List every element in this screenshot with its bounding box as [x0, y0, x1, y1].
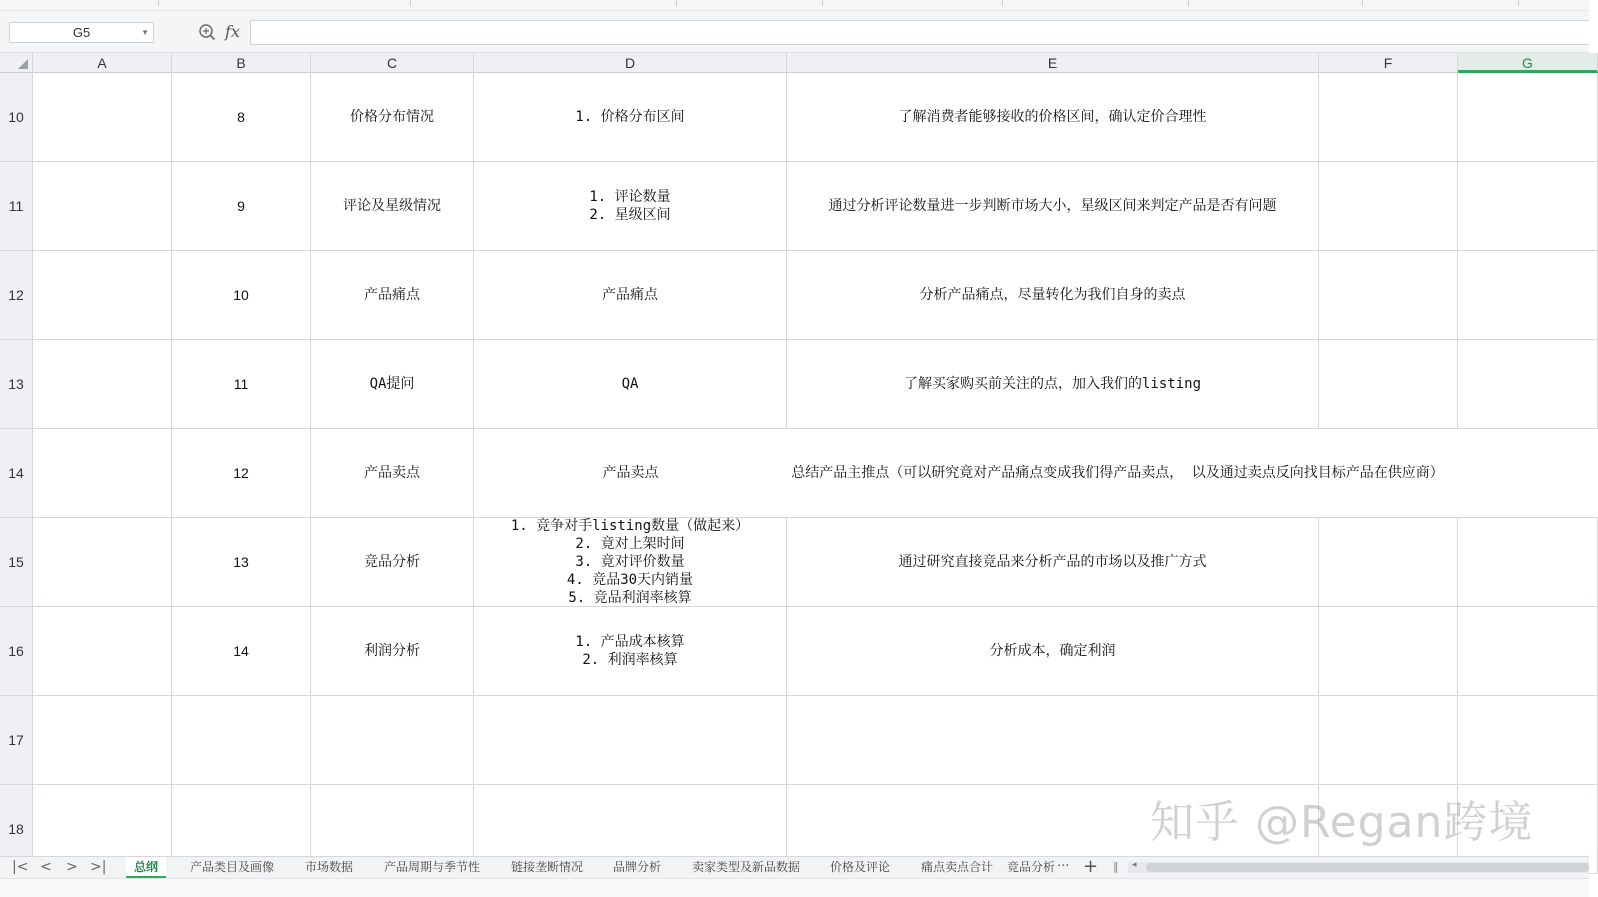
cell-line: 5. 竞品利润率核算 — [568, 590, 692, 606]
cell-a11[interactable] — [33, 162, 172, 251]
cell-g15[interactable] — [1458, 518, 1598, 607]
sheet-tab-bar — [0, 856, 1589, 878]
cell-e10[interactable]: 了解消费者能够接收的价格区间，确认定价合理性 — [787, 73, 1319, 162]
column-header-f[interactable]: F — [1319, 53, 1458, 73]
cell-e11[interactable]: 通过分析评论数量进一步判断市场大小，星级区间来判定产品是否有问题 — [787, 162, 1319, 251]
fx-icon[interactable]: fx — [225, 22, 240, 41]
row-header-18[interactable]: 18 — [0, 785, 33, 874]
tab-sheet[interactable]: 痛点卖点合计 — [921, 860, 994, 874]
column-header-b[interactable]: B — [172, 53, 311, 73]
chevron-left-icon[interactable]: ◂ — [1132, 860, 1137, 870]
tab-sheet[interactable]: 市场数据 — [305, 860, 354, 874]
formula-input[interactable] — [250, 20, 1589, 45]
cell-e17[interactable] — [787, 696, 1319, 785]
name-box-value: G5 — [72, 25, 91, 40]
more-tabs-button[interactable]: ··· — [1057, 859, 1070, 874]
cell-e12[interactable]: 分析产品痛点，尽量转化为我们自身的卖点 — [787, 251, 1319, 340]
zoom-in-icon[interactable] — [198, 23, 216, 41]
cell-line: 3. 竟对评价数量 — [575, 554, 685, 570]
row-header-17[interactable]: 17 — [0, 696, 33, 785]
cell-a14[interactable] — [33, 429, 172, 518]
cell-b15[interactable]: 13 — [172, 518, 311, 607]
cell-b14[interactable]: 12 — [172, 429, 311, 518]
row-header-10[interactable]: 10 — [0, 73, 33, 162]
row-header-16[interactable]: 16 — [0, 607, 33, 696]
cell-g17[interactable] — [1458, 696, 1598, 785]
cell-line: 1. 评论数量 — [589, 189, 671, 205]
row-header-13[interactable]: 13 — [0, 340, 33, 429]
cell-line: 2. 竟对上架时间 — [575, 536, 685, 552]
next-sheet-icon[interactable]: > — [66, 859, 78, 875]
cell-b17[interactable] — [172, 696, 311, 785]
spreadsheet-grid — [0, 53, 1589, 856]
cell-b16[interactable]: 14 — [172, 607, 311, 696]
cell-c16[interactable]: 利润分析 — [311, 607, 474, 696]
cell-e14-text: 总结产品主推点（可以研究竟对产品痛点变成我们得产品卖点， 以及通过卖点反向找目标产品在供应商） — [791, 465, 1444, 481]
row-header-11[interactable]: 11 — [0, 162, 33, 251]
prev-sheet-icon[interactable]: < — [40, 859, 52, 875]
status-bar — [0, 878, 1589, 897]
cell-d17[interactable] — [474, 696, 787, 785]
cell-line: 产品痛点 — [602, 287, 658, 303]
add-sheet-button[interactable]: + — [1083, 856, 1099, 877]
cell-f13[interactable] — [1319, 340, 1458, 429]
cell-c15[interactable]: 竞品分析 — [311, 518, 474, 607]
cell-e13[interactable]: 了解买家购买前关注的点，加入我们的listing — [787, 340, 1319, 429]
cell-line: 4. 竞品30天内销量 — [566, 572, 694, 588]
cell-line: 1. 竞争对手listing数量（做起来） — [510, 518, 750, 534]
ribbon-remnant — [0, 0, 1589, 11]
cell-g11[interactable] — [1458, 162, 1598, 251]
cell-e14[interactable] — [787, 429, 1598, 518]
cell-b12[interactable]: 10 — [172, 251, 311, 340]
cell-d15[interactable] — [474, 518, 787, 607]
tab-sheet[interactable]: 链接垄断情况 — [511, 860, 584, 874]
cell-f17[interactable] — [1319, 696, 1458, 785]
tab-sheet[interactable]: 品牌分析 — [613, 860, 662, 874]
cell-g10[interactable] — [1458, 73, 1598, 162]
tab-sheet[interactable]: 产品周期与季节性 — [384, 860, 481, 874]
tab-sheet[interactable]: 卖家类型及新品数据 — [692, 860, 801, 874]
cell-line: 1. 价格分布区间 — [575, 109, 685, 125]
last-sheet-icon[interactable]: >| — [90, 859, 107, 875]
cell-c17[interactable] — [311, 696, 474, 785]
tab-sheet[interactable]: 竞品分析 — [1007, 860, 1056, 874]
column-header-g[interactable]: G — [1458, 53, 1598, 73]
chevron-down-icon[interactable]: ▼ — [141, 28, 149, 37]
cell-a17[interactable] — [33, 696, 172, 785]
cell-f16[interactable] — [1319, 607, 1458, 696]
column-header-a[interactable]: A — [33, 53, 172, 73]
cell-g16[interactable] — [1458, 607, 1598, 696]
cell-line: QA — [621, 376, 639, 392]
cell-a10[interactable] — [33, 73, 172, 162]
cell-a12[interactable] — [33, 251, 172, 340]
cell-d13[interactable] — [474, 340, 787, 429]
cell-d10[interactable] — [474, 73, 787, 162]
formula-bar — [0, 11, 1589, 53]
cell-b11[interactable]: 9 — [172, 162, 311, 251]
cell-a13[interactable] — [33, 340, 172, 429]
tab-sheet[interactable]: 产品类目及画像 — [190, 860, 275, 874]
tab-sheet[interactable]: 价格及评论 — [830, 860, 891, 874]
cell-a16[interactable] — [33, 607, 172, 696]
name-box[interactable] — [9, 22, 154, 43]
column-header-e[interactable]: E — [787, 53, 1319, 73]
column-header-c[interactable]: C — [311, 53, 474, 73]
horizontal-scrollbar[interactable] — [1128, 862, 1589, 873]
cell-c11[interactable]: 评论及星级情况 — [311, 162, 474, 251]
cell-d12[interactable] — [474, 251, 787, 340]
cell-b10[interactable]: 8 — [172, 73, 311, 162]
cell-g13[interactable] — [1458, 340, 1598, 429]
first-sheet-icon[interactable]: |< — [12, 859, 29, 875]
cell-g12[interactable] — [1458, 251, 1598, 340]
cell-a15[interactable] — [33, 518, 172, 607]
splitter-handle[interactable]: ‖ — [1113, 860, 1119, 873]
cell-c10[interactable]: 价格分布情况 — [311, 73, 474, 162]
cell-e16[interactable]: 分析成本，确定利润 — [787, 607, 1319, 696]
scrollbar-thumb[interactable] — [1146, 863, 1589, 872]
cell-c13[interactable]: QA提问 — [311, 340, 474, 429]
cell-line: 产品卖点 — [602, 465, 659, 481]
row-header-15[interactable]: 15 — [0, 518, 33, 607]
cell-d11[interactable] — [474, 162, 787, 251]
cell-e15[interactable]: 通过研究直接竞品来分析产品的市场以及推广方式 — [787, 518, 1319, 607]
row-header-14[interactable]: 14 — [0, 429, 33, 518]
cell-b13[interactable]: 11 — [172, 340, 311, 429]
cell-f11[interactable] — [1319, 162, 1458, 251]
cell-d16[interactable] — [474, 607, 787, 696]
column-header-d[interactable]: D — [474, 53, 787, 73]
tab-sheet[interactable]: 总纲 — [126, 857, 166, 878]
cell-line: 2. 星级区间 — [589, 207, 671, 223]
select-all-corner[interactable] — [0, 53, 33, 73]
cell-c14[interactable]: 产品卖点 — [311, 429, 474, 518]
cell-line: 2. 利润率核算 — [582, 652, 678, 668]
row-header-12[interactable]: 12 — [0, 251, 33, 340]
cell-f10[interactable] — [1319, 73, 1458, 162]
cell-f15[interactable] — [1319, 518, 1458, 607]
cell-line: 1. 产品成本核算 — [575, 634, 685, 650]
cell-d14[interactable] — [474, 429, 787, 518]
watermark: 知乎 @Regan跨境 — [1150, 797, 1534, 848]
cell-f12[interactable] — [1319, 251, 1458, 340]
cell-c12[interactable]: 产品痛点 — [311, 251, 474, 340]
